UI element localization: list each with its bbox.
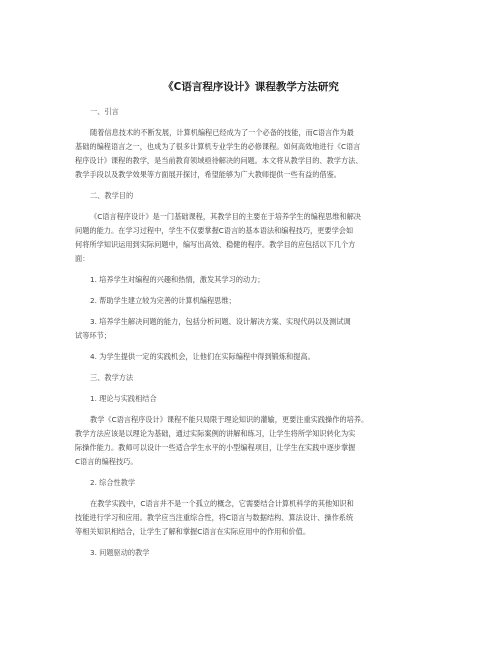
list-item: 4. 为学生提供一定的实践机会，让他们在实际编程中得到锻炼和提高。 bbox=[90, 352, 315, 361]
list-item-continuation: 试等环节； bbox=[75, 331, 111, 340]
list-item: 3. 培养学生解决问题的能力，包括分析问题、设计解决方案、实现代码以及测试调 bbox=[90, 317, 351, 326]
paragraph-line: C语言的编程技巧。 bbox=[75, 457, 138, 466]
paragraph-line: 随着信息技术的不断发展，计算机编程已经成为了一个必备的技能，而C语言作为最 bbox=[90, 128, 354, 137]
subsection-heading: 1. 理论与实践相结合 bbox=[90, 394, 157, 403]
paragraph-line: 面： bbox=[75, 254, 90, 263]
paragraph-line: 程序设计》课程的教学，是当前教育领域亟待解决的问题。本文将从教学目的、教学方法、 bbox=[75, 156, 363, 165]
paragraph-line: 教学方法应该是以理论为基础，通过实际案例的讲解和练习，让学生将所学知识转化为实 bbox=[75, 429, 356, 438]
list-item: 2. 帮助学生建立较为完善的计算机编程思维； bbox=[90, 296, 236, 305]
subsection-heading: 3. 问题驱动的教学 bbox=[90, 548, 150, 557]
paragraph-line: 《C语言程序设计》是一门基础课程，其教学目的主要在于培养学生的编程思维和解决 bbox=[90, 212, 361, 221]
section-heading-methods: 三、教学方法 bbox=[90, 373, 134, 382]
paragraph-line: 在教学实践中，C语言并不是一个孤立的概念，它需要结合计算机科学的其他知识和 bbox=[90, 499, 354, 508]
section-heading-intro: 一、引言 bbox=[90, 107, 119, 116]
subsection-heading: 2. 综合性教学 bbox=[90, 478, 136, 487]
document-title: 《C语言程序设计》课程教学方法研究 bbox=[163, 81, 339, 93]
paragraph-line: 何将所学知识运用到实际问题中，编写出高效、稳健的程序。教学目的应包括以下几个方 bbox=[75, 240, 356, 249]
paragraph-line: 教学《C语言程序设计》课程不能只局限于理论知识的灌输，更要注重实践操作的培养。 bbox=[90, 415, 369, 424]
list-item: 1. 培养学生对编程的兴趣和热情，激发其学习的动力； bbox=[90, 275, 265, 284]
section-heading-goals: 二、教学目的 bbox=[90, 191, 134, 200]
paragraph-line: 等相关知识相结合，让学生了解和掌握C语言在实际应用中的作用和价值。 bbox=[75, 527, 311, 536]
paragraph-line: 教学手段以及教学效果等方面展开探讨，希望能够为广大教师提供一些有益的借鉴。 bbox=[75, 170, 341, 179]
paragraph-line: 问题的能力。在学习过程中，学生不仅要掌握C语言的基本语法和编程技巧，更要学会如 bbox=[75, 226, 354, 235]
paragraph-line: 际操作能力。教师可以设计一些适合学生水平的小型编程项目，让学生在实践中逐步掌握 bbox=[75, 443, 356, 452]
paragraph-line: 技能进行学习和应用。教学应当注重综合性，将C语言与数据结构、算法设计、操作系统 bbox=[75, 513, 354, 522]
paragraph-line: 基础的编程语言之一，也成为了很多计算机专业学生的必修课程。如何高效地进行《C语言 bbox=[75, 142, 361, 151]
